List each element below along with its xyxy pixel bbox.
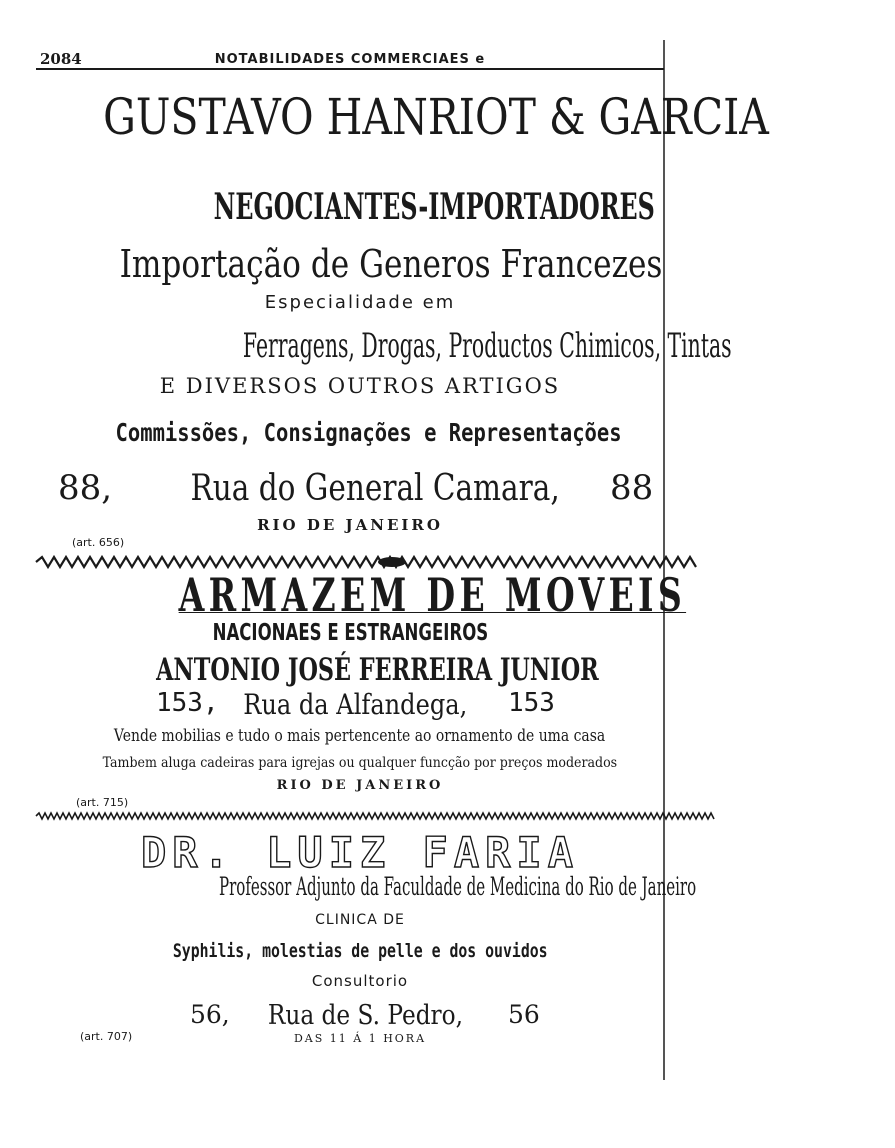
- ad2-subtitle: NACIONAES E ESTRANGEIROS: [212, 620, 488, 646]
- ad1-number-left: 88,: [58, 468, 113, 508]
- ad3-clinic: CLINICA DE: [315, 912, 405, 928]
- ad1-number-right: 88: [610, 468, 654, 508]
- ad3-number-right: 56: [508, 1000, 540, 1029]
- ad1-import-line: Importação de Generos Francezes: [119, 242, 663, 286]
- ad2-line2: Tambem aluga cadeiras para igrejas ou qualquer funcção por preços moderados: [102, 755, 618, 771]
- ad3-number-left: 56,: [190, 1000, 230, 1029]
- ad1-services: Commissões, Consignações e Representações: [115, 418, 622, 447]
- ad2-city: RIO DE JANEIRO: [276, 778, 444, 793]
- ad3-specialties: Syphilis, molestias de pelle e dos ouvidos: [172, 940, 548, 962]
- running-title: NOTABILIDADES COMMERCIAES e: [214, 52, 486, 67]
- ad1-art: (art. 656): [72, 536, 125, 549]
- ad2-line1: Vende mobilias e tudo o mais pertencente ao ornamento de uma casa: [114, 726, 606, 746]
- ad1-others: E DIVERSOS OUTROS ARTIGOS: [159, 374, 561, 398]
- ad2-street: Rua da Alfandega,: [242, 688, 468, 721]
- ad1-city: RIO DE JANEIRO: [257, 516, 443, 534]
- ad2-art: (art. 715): [76, 796, 129, 809]
- ad3-office: Consultorio: [311, 972, 409, 990]
- separator-wave-2: [36, 812, 668, 820]
- ad1-company: GUSTAVO HANRIOT & GARCIA: [103, 88, 769, 146]
- ad3-hours: DAS 11 Á 1 HORA: [293, 1032, 427, 1045]
- ad1-specialty: Especialidade em: [264, 292, 456, 313]
- ad1-business: NEGOCIANTES-IMPORTADORES: [213, 186, 655, 228]
- ad3-position: Professor Adjunto da Faculdade de Medicina do Rio de Janeiro: [219, 872, 697, 901]
- header-rule: [36, 68, 664, 70]
- ad3-name: DR. LUIZ FARIA: [140, 828, 579, 877]
- ad2-number-left: 153,: [156, 688, 219, 718]
- ad3-street: Rua de S. Pedro,: [267, 1000, 464, 1031]
- ad1-street: Rua do General Camara,: [190, 468, 560, 509]
- page-number: 2084: [40, 50, 82, 68]
- ad2-number-right: 153: [508, 688, 555, 718]
- ad2-owner: ANTONIO JOSÉ FERREIRA JUNIOR: [156, 652, 599, 688]
- separator-wave-1: [36, 556, 668, 568]
- ad1-products: Ferragens, Drogas, Productos Chimicos, Tintas: [242, 326, 732, 366]
- ad3-art: (art. 707): [80, 1030, 133, 1043]
- ad2-title: ARMAZEM DE MOVEIS: [178, 568, 687, 622]
